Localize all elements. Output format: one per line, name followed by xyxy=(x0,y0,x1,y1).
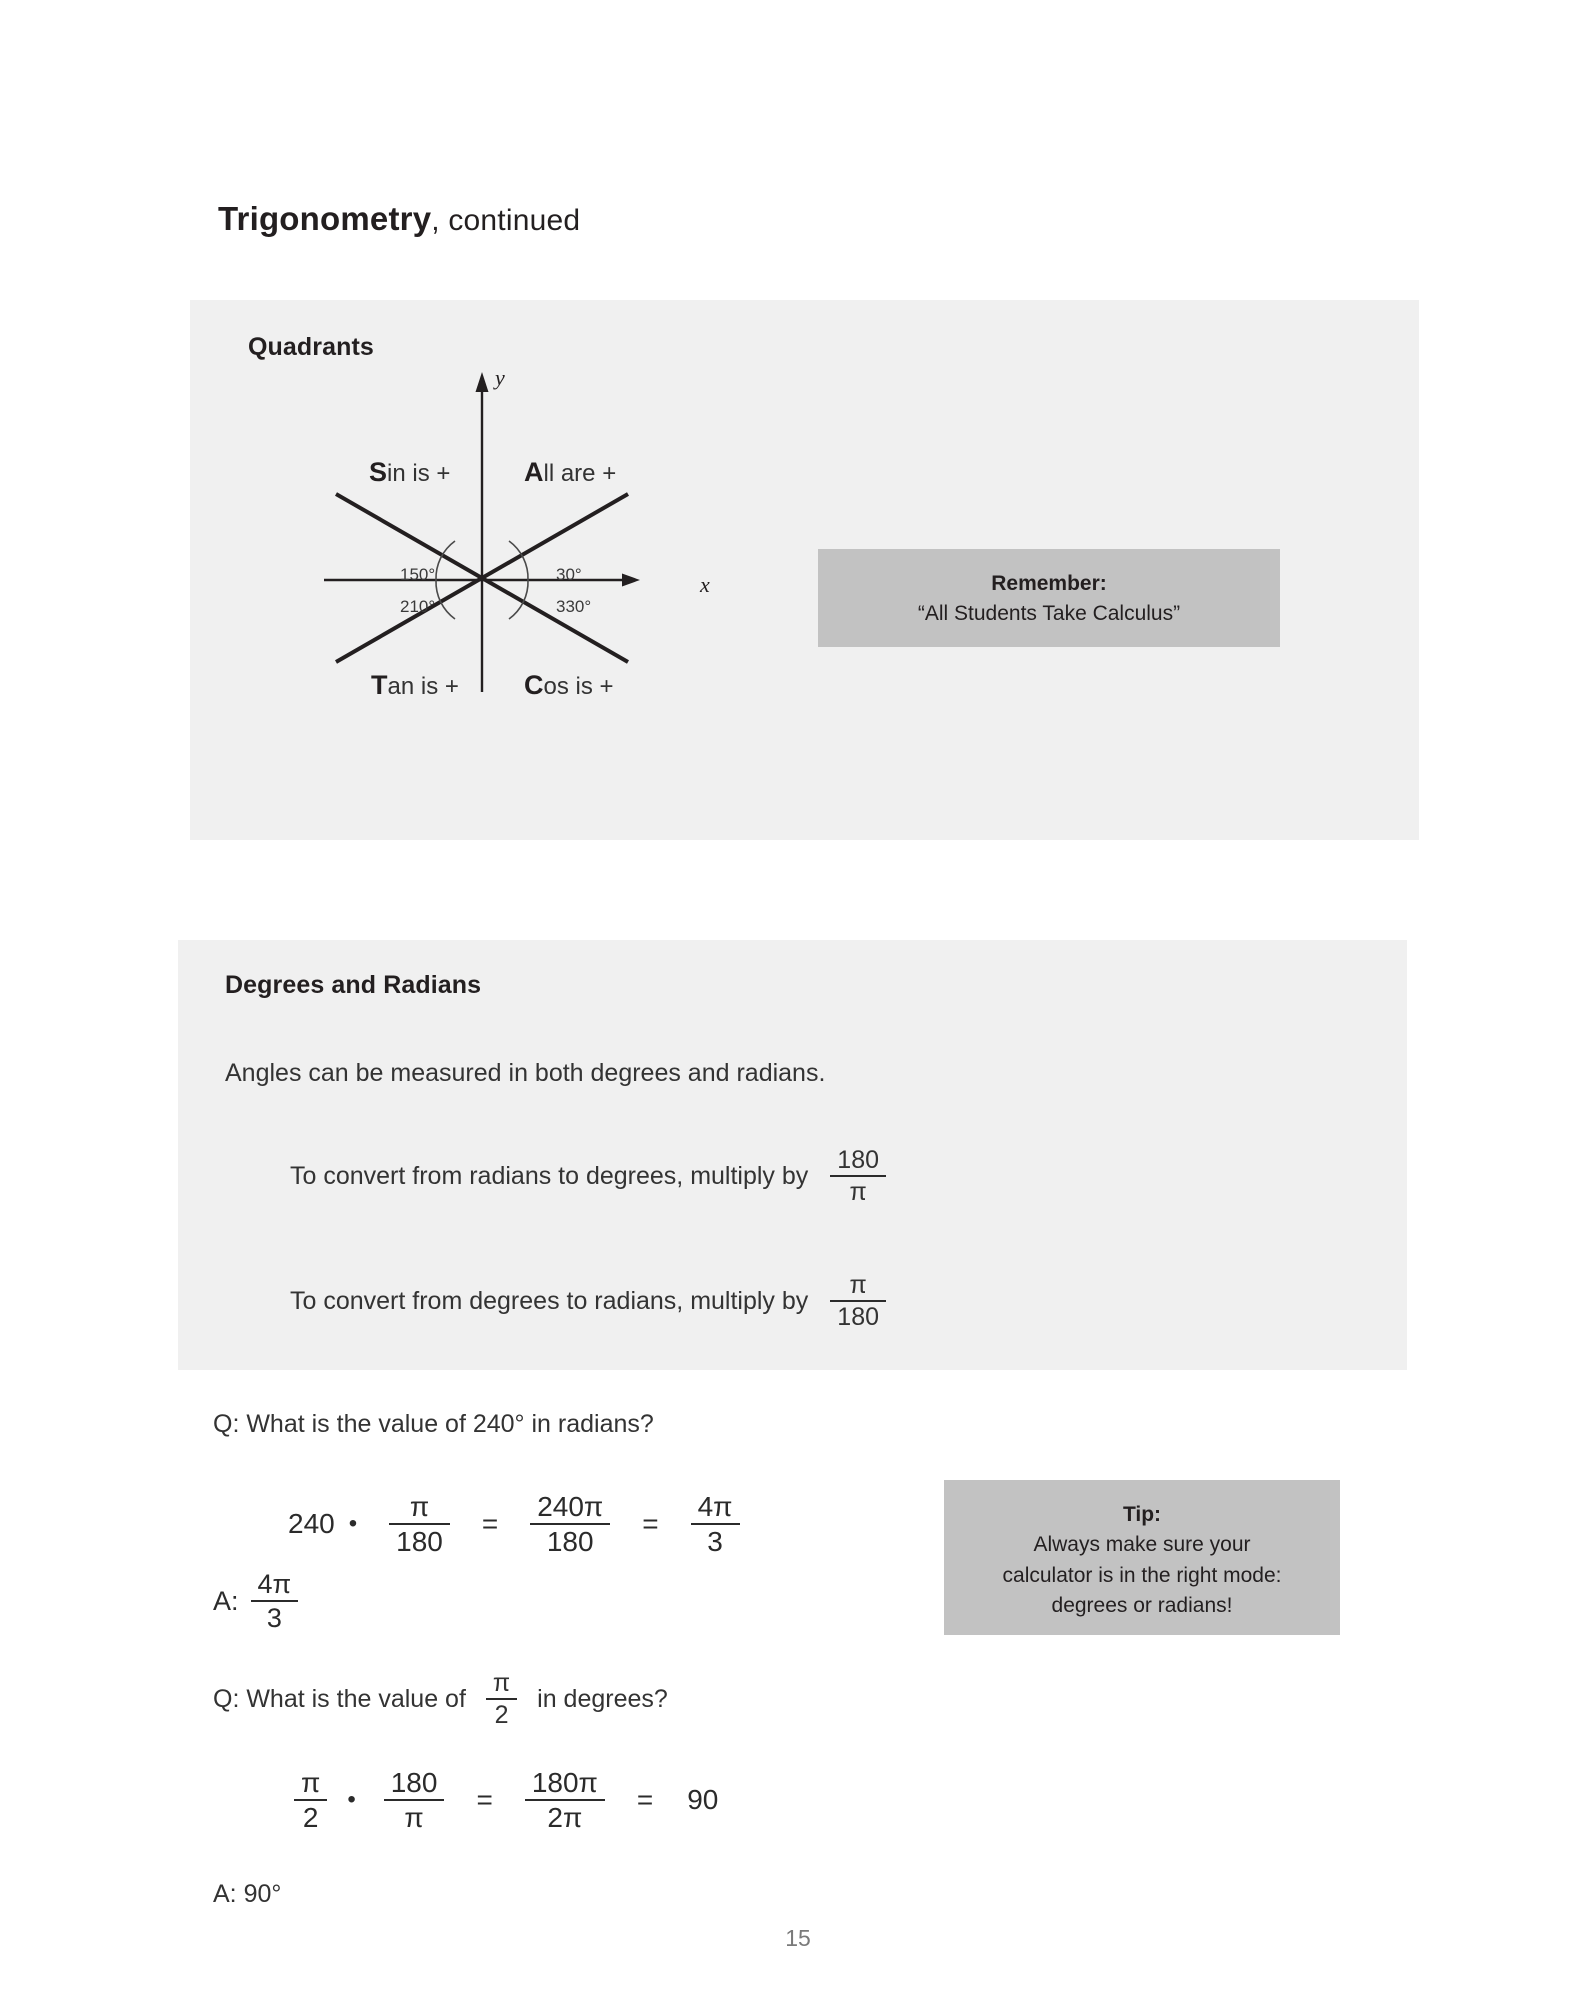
quadrant-label-sin-rest: in is + xyxy=(387,460,451,487)
quadrant-diagram xyxy=(310,360,730,700)
quadrants-heading: Quadrants xyxy=(248,333,374,361)
example-2-fraction-2 xyxy=(525,1768,605,1833)
quadrant-label-all-rest: ll are + xyxy=(543,460,617,487)
degrees-radians-heading: Degrees and Radians xyxy=(225,971,482,999)
remember-callout-body: “All Students Take Calculus” xyxy=(917,602,1181,626)
y-axis-label: y xyxy=(495,365,505,390)
example-2-fraction-1-denominator: π xyxy=(404,1802,424,1834)
conversion-text-1: To convert from radians to degrees, multiply by xyxy=(290,1161,809,1190)
quadrant-label-all-initial: A xyxy=(524,457,544,487)
example-2-work xyxy=(288,1768,718,1833)
example-1-answer-denominator: 3 xyxy=(266,1603,282,1634)
example-2-answer: A: 90° xyxy=(213,1880,282,1908)
example-1-answer-numerator: 4π xyxy=(257,1569,292,1599)
example-2-fraction-2-numerator: 180π xyxy=(531,1767,598,1798)
example-1-fraction-1 xyxy=(389,1492,450,1557)
example-2-fraction-1-numerator: 180 xyxy=(390,1767,438,1798)
conversion-fraction-1 xyxy=(830,1147,886,1206)
tip-callout-line-1: Always make sure your xyxy=(1033,1533,1251,1557)
conversion-fraction-2 xyxy=(830,1272,886,1331)
example-1-question: Q: What is the value of 240° in radians? xyxy=(213,1410,654,1438)
tip-callout-line-2: calculator is in the right mode: xyxy=(1002,1563,1282,1587)
conversion-fraction-1-numerator: 180 xyxy=(837,1146,880,1174)
example-1-equals-1: = xyxy=(481,1508,499,1540)
example-2-fraction-0 xyxy=(294,1768,327,1833)
example-2-equals-1: = xyxy=(476,1784,493,1816)
example-1-work xyxy=(288,1492,746,1557)
conversion-text-2: To convert from degrees to radians, multiply by xyxy=(290,1286,809,1315)
conversion-fraction-1-denominator: π xyxy=(849,1178,867,1207)
quadrant-label-cos-initial: C xyxy=(524,670,544,700)
angle-label-330: 330° xyxy=(556,597,592,616)
example-1-fraction-1-denominator: 180 xyxy=(396,1526,443,1558)
page-title-bold: Trigonometry xyxy=(218,200,432,237)
degrees-radians-intro: Angles can be measured in both degrees and radians. xyxy=(225,1059,826,1087)
tip-callout-line-3: degrees or radians! xyxy=(1051,1594,1233,1618)
example-2-fraction-2-denominator: 2π xyxy=(547,1802,583,1834)
example-2-operator: • xyxy=(347,1786,356,1814)
example-2-equals-2: = xyxy=(636,1784,654,1816)
quadrant-label-tan xyxy=(371,670,459,701)
conversion-row-radians-to-degrees xyxy=(290,1147,892,1206)
example-2-question-numerator: π xyxy=(492,1669,511,1697)
example-1-answer-prefix: A: xyxy=(213,1585,239,1616)
conversion-fraction-2-denominator: 180 xyxy=(837,1303,880,1332)
conversion-row-degrees-to-radians xyxy=(290,1272,892,1331)
tip-callout-title: Tip: xyxy=(1122,1503,1162,1526)
quadrant-label-tan-rest: an is + xyxy=(387,673,459,700)
example-1-fraction-3-denominator: 3 xyxy=(707,1526,723,1558)
example-1-operator: • xyxy=(348,1510,358,1538)
angle-label-30: 30° xyxy=(556,565,582,584)
example-1-equals-2: = xyxy=(642,1508,659,1540)
page-title-light: , continued xyxy=(431,204,581,237)
example-1-fraction-2-numerator: 240π xyxy=(537,1491,604,1522)
quadrant-label-sin-initial: S xyxy=(369,457,388,487)
angle-label-210: 210° xyxy=(400,597,436,616)
page-title xyxy=(218,200,580,238)
example-1-fraction-3-numerator: 4π xyxy=(697,1491,733,1522)
quadrant-label-cos xyxy=(524,670,614,701)
example-1-answer-fraction xyxy=(251,1570,299,1633)
example-2-question-suffix: in degrees? xyxy=(537,1684,668,1713)
example-1-fraction-3 xyxy=(691,1492,740,1557)
quadrant-label-all xyxy=(524,457,616,488)
example-1-fraction-2-denominator: 180 xyxy=(546,1526,594,1558)
x-axis-label: x xyxy=(700,572,710,597)
example-2-result: 90 xyxy=(687,1784,719,1816)
example-1-fraction-1-numerator: π xyxy=(409,1491,430,1522)
quadrant-label-sin xyxy=(369,457,450,488)
example-2-question-denominator: 2 xyxy=(494,1701,509,1730)
example-1-factor: 240 xyxy=(288,1508,335,1540)
remember-callout-title: Remember: xyxy=(991,572,1107,595)
remember-callout xyxy=(818,549,1280,647)
example-2-fraction-1 xyxy=(384,1768,445,1833)
conversion-fraction-2-numerator: π xyxy=(849,1271,867,1299)
example-2-fraction-0-denominator: 2 xyxy=(302,1802,319,1834)
quadrant-label-tan-initial: T xyxy=(371,670,388,700)
example-1-answer xyxy=(213,1570,304,1633)
example-2-fraction-0-numerator: π xyxy=(301,1767,321,1798)
example-2-question xyxy=(213,1670,668,1729)
example-1-fraction-2 xyxy=(530,1492,610,1557)
example-2-question-prefix: Q: What is the value of xyxy=(213,1684,466,1713)
tip-callout xyxy=(944,1480,1340,1635)
angle-label-150: 150° xyxy=(400,565,436,584)
quadrant-label-cos-rest: os is + xyxy=(543,673,614,700)
example-2-question-fraction xyxy=(486,1670,517,1729)
page-number: 15 xyxy=(785,1925,811,1951)
